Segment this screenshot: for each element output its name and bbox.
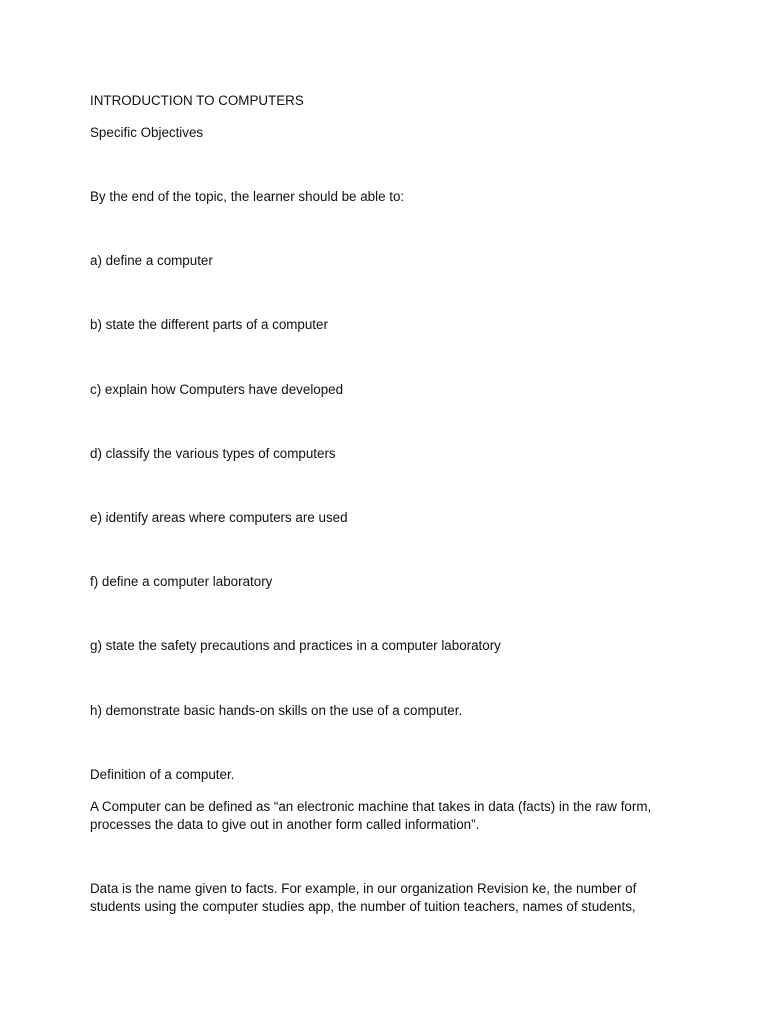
objective-item: c) explain how Computers have developed xyxy=(90,382,344,397)
objective-item: a) define a computer xyxy=(90,253,213,268)
objective-item: d) classify the various types of computers xyxy=(90,446,336,461)
objective-item: b) state the different parts of a computer xyxy=(90,317,328,332)
objective-item: h) demonstrate basic hands-on skills on the use of a computer. xyxy=(90,703,463,718)
paragraph-line: students using the computer studies app, the number of tuition teachers, names of students, xyxy=(90,899,636,914)
paragraph-line: A Computer can be defined as “an electronic machine that takes in data (facts) in the raw form, xyxy=(90,799,652,814)
data-paragraph xyxy=(90,880,690,916)
paragraph-line: Data is the name given to facts. For example, in our organization Revision ke, the number of xyxy=(90,881,637,896)
definition-paragraph xyxy=(90,798,690,834)
definition-heading: Definition of a computer. xyxy=(90,767,235,782)
section-subtitle: Specific Objectives xyxy=(90,125,204,140)
document-title: INTRODUCTION TO COMPUTERS xyxy=(90,93,304,108)
objective-item: g) state the safety precautions and practices in a computer laboratory xyxy=(90,638,501,653)
paragraph-line: processes the data to give out in another form called information”. xyxy=(90,817,480,832)
intro-text: By the end of the topic, the learner should be able to: xyxy=(90,189,405,204)
objective-item: f) define a computer laboratory xyxy=(90,574,273,589)
objective-item: e) identify areas where computers are used xyxy=(90,510,348,525)
